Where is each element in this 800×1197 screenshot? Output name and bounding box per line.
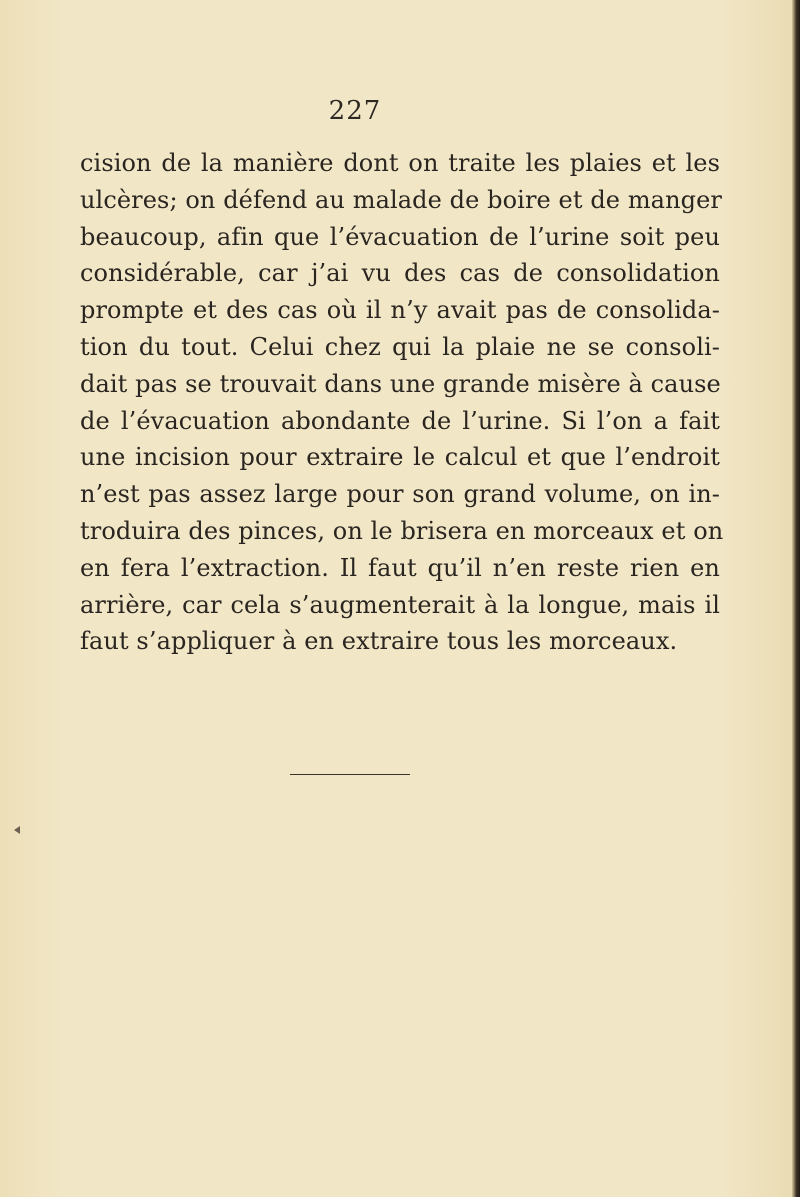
text-line: dait pas se trouvait dans une grande misère à cause [80, 369, 721, 398]
margin-mark [14, 826, 20, 834]
text-line: considérable, car j’ai vu des cas de consolidation [80, 259, 720, 288]
text-line: prompte et des cas où il n’y avait pas de consolida- [80, 296, 720, 325]
text-line: n’est pas assez large pour son grand volume, on in- [80, 480, 720, 509]
text-line: cision de la manière dont on traite les plaies et les [80, 149, 720, 177]
text-line: de l’évacuation abondante de l’urine. Si l’on a fait [80, 406, 720, 435]
text-line: en fera l’extraction. Il faut qu’il n’en reste rien en [80, 553, 720, 582]
text-line: ulcères; on défend au malade de boire et de manger [80, 185, 722, 214]
page-edge-shadow [792, 0, 800, 1197]
text-line: troduira des pinces, on le brisera en morceaux et on [80, 516, 724, 545]
section-divider [290, 774, 410, 775]
body-text [80, 145, 724, 660]
text-line: tion du tout. Celui chez qui la plaie ne se consoli- [80, 332, 720, 361]
text-line: faut s’appliquer à en extraire tous les morceaux. [80, 627, 678, 656]
text-line: une incision pour extraire le calcul et que l’endroit [80, 443, 720, 472]
page-number: 227 [328, 96, 382, 126]
text-line: beaucoup, afin que l’évacuation de l’urine soit peu [80, 222, 720, 251]
text-line: arrière, car cela s’augmenterait à la longue, mais il [80, 590, 720, 619]
